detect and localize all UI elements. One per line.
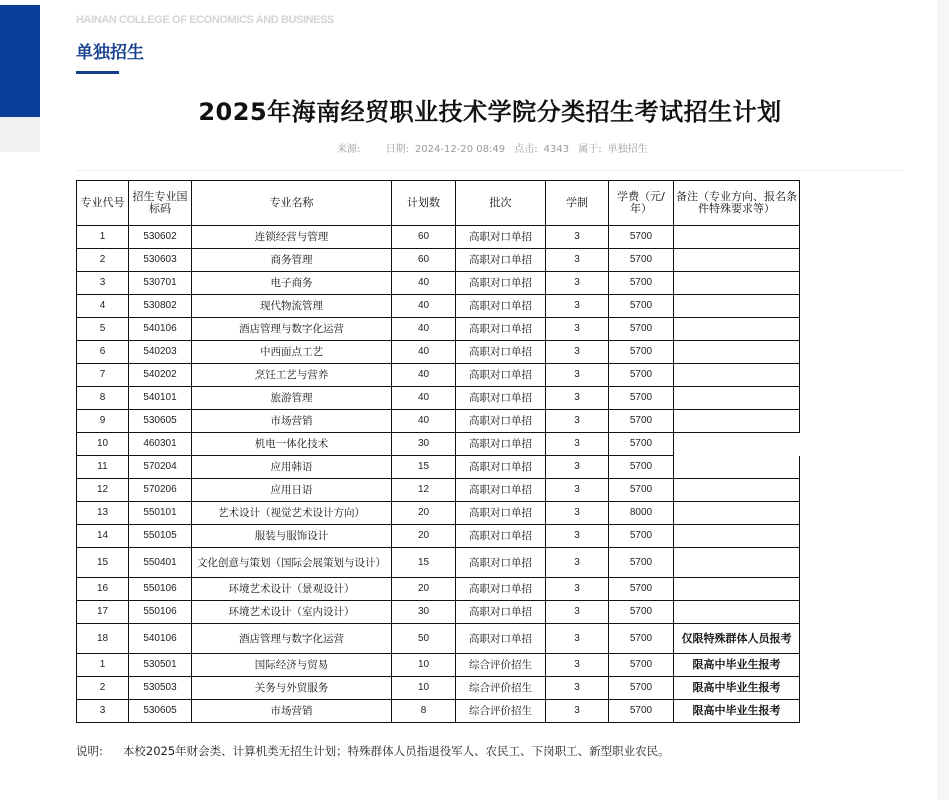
cell-national-code: 570204: [129, 456, 192, 479]
cell-code: 3: [77, 272, 129, 295]
cell-plan-count: 15: [392, 548, 456, 578]
cell-national-code: 460301: [129, 433, 192, 456]
cell-remarks: [674, 249, 800, 272]
meta-clicks-value: 4343: [543, 144, 570, 155]
table-row: [77, 249, 800, 272]
cell-major-name: 环境艺术设计（景观设计）: [192, 578, 392, 601]
cell-code: 9: [77, 410, 129, 433]
table-row: [77, 502, 800, 525]
cell-tuition: 5700: [609, 456, 674, 479]
cell-batch: 高职对口单招: [456, 341, 546, 364]
cell-batch: 高职对口单招: [456, 525, 546, 548]
cell-plan-count: 50: [392, 624, 456, 654]
meta-date-label: 日期:: [385, 144, 409, 155]
header-duration: 学制: [546, 181, 609, 226]
cell-plan-count: 20: [392, 502, 456, 525]
cell-national-code: 550106: [129, 601, 192, 624]
cell-remarks: [674, 341, 800, 364]
table-row: [77, 318, 800, 341]
cell-remarks: [674, 601, 800, 624]
cell-code: 17: [77, 601, 129, 624]
footnote-label: 说明:: [76, 744, 103, 758]
cell-major-name: 应用日语: [192, 479, 392, 502]
cell-national-code: 530501: [129, 654, 192, 677]
cell-national-code: 540203: [129, 341, 192, 364]
cell-remarks: [674, 318, 800, 341]
cell-duration: 3: [546, 578, 609, 601]
cell-national-code: 540101: [129, 387, 192, 410]
header-tuition: 学费（元/年）: [609, 181, 674, 226]
cell-tuition: 5700: [609, 700, 674, 723]
cell-code: 11: [77, 456, 129, 479]
cell-national-code: 570206: [129, 479, 192, 502]
cell-batch: 高职对口单招: [456, 272, 546, 295]
table-row: [77, 479, 800, 502]
cell-plan-count: 60: [392, 226, 456, 249]
cell-remarks: [674, 525, 800, 548]
table-row: [77, 700, 800, 723]
cell-national-code: 530503: [129, 677, 192, 700]
cell-code: 10: [77, 433, 129, 456]
header-plan-count: 计划数: [392, 181, 456, 226]
cell-tuition: 8000: [609, 502, 674, 525]
cell-national-code: 530603: [129, 249, 192, 272]
cell-batch: 高职对口单招: [456, 410, 546, 433]
cell-batch: 高职对口单招: [456, 624, 546, 654]
cell-code: 16: [77, 578, 129, 601]
cell-batch: 综合评价招生: [456, 654, 546, 677]
cell-code: 2: [77, 677, 129, 700]
cell-batch: 高职对口单招: [456, 548, 546, 578]
table-row: [77, 410, 800, 433]
cell-major-name: 环境艺术设计（室内设计）: [192, 601, 392, 624]
cell-remarks: [674, 548, 800, 578]
cell-major-name: 文化创意与策划（国际会展策划与设计）: [192, 548, 392, 578]
table-row: [77, 226, 800, 249]
cell-remarks: [674, 479, 800, 502]
cell-code: 6: [77, 341, 129, 364]
cell-batch: 高职对口单招: [456, 502, 546, 525]
cell-batch: 高职对口单招: [456, 456, 546, 479]
table-row: [77, 548, 800, 578]
cell-major-name: 烹饪工艺与营养: [192, 364, 392, 387]
cell-remarks: [674, 410, 800, 433]
cell-batch: 高职对口单招: [456, 226, 546, 249]
cell-major-name: 机电一体化技术: [192, 433, 392, 456]
article-meta: [337, 140, 654, 155]
table-row: [77, 272, 800, 295]
table-header-row: [77, 181, 800, 226]
cell-tuition: 5700: [609, 318, 674, 341]
cell-plan-count: 30: [392, 601, 456, 624]
cell-code: 4: [77, 295, 129, 318]
header-national-code: 招生专业国标码: [129, 181, 192, 226]
table-row: [77, 624, 800, 654]
cell-major-name: 现代物流管理: [192, 295, 392, 318]
cell-national-code: 550106: [129, 578, 192, 601]
cell-batch: 高职对口单招: [456, 364, 546, 387]
cell-major-name: 酒店管理与数字化运营: [192, 624, 392, 654]
table-row: [77, 387, 800, 410]
cell-major-name: 市场营销: [192, 700, 392, 723]
cell-plan-count: 8: [392, 700, 456, 723]
cell-major-name: 酒店管理与数字化运营: [192, 318, 392, 341]
cell-plan-count: 30: [392, 433, 456, 456]
cell-duration: 3: [546, 226, 609, 249]
cell-major-name: 连锁经营与管理: [192, 226, 392, 249]
cell-code: 8: [77, 387, 129, 410]
meta-date-value: 2024-12-20 08:49: [414, 144, 506, 155]
cell-major-name: 中西面点工艺: [192, 341, 392, 364]
cell-plan-count: 20: [392, 578, 456, 601]
cell-duration: 3: [546, 387, 609, 410]
cell-batch: 高职对口单招: [456, 387, 546, 410]
cell-remarks: [674, 456, 800, 479]
cell-national-code: 540202: [129, 364, 192, 387]
cell-remarks: 限高中毕业生报考: [674, 654, 800, 677]
cell-duration: 3: [546, 654, 609, 677]
cell-code: 3: [77, 700, 129, 723]
table-row: [77, 364, 800, 387]
cell-national-code: 530605: [129, 410, 192, 433]
cell-remarks: 限高中毕业生报考: [674, 677, 800, 700]
cell-tuition: 5700: [609, 341, 674, 364]
cell-batch: 高职对口单招: [456, 479, 546, 502]
cell-tuition: 5700: [609, 548, 674, 578]
cell-major-name: 关务与外贸服务: [192, 677, 392, 700]
table-row: [77, 341, 800, 364]
cell-code: 1: [77, 226, 129, 249]
cell-tuition: 5700: [609, 226, 674, 249]
header-code: 专业代号: [77, 181, 129, 226]
cell-remarks: 限高中毕业生报考: [674, 700, 800, 723]
cell-tuition: 5700: [609, 364, 674, 387]
header-batch: 批次: [456, 181, 546, 226]
cell-national-code: 530701: [129, 272, 192, 295]
cell-national-code: 540106: [129, 318, 192, 341]
cell-remarks: [674, 364, 800, 387]
cell-tuition: 5700: [609, 272, 674, 295]
cell-national-code: 530802: [129, 295, 192, 318]
cell-national-code: 550401: [129, 548, 192, 578]
cell-tuition: 5700: [609, 479, 674, 502]
cell-plan-count: 10: [392, 677, 456, 700]
cell-tuition: 5700: [609, 601, 674, 624]
cell-code: 13: [77, 502, 129, 525]
cell-duration: 3: [546, 525, 609, 548]
cell-code: 2: [77, 249, 129, 272]
table-row: [77, 525, 800, 548]
cell-duration: 3: [546, 677, 609, 700]
cell-tuition: 5700: [609, 578, 674, 601]
cell-duration: 3: [546, 364, 609, 387]
cell-plan-count: 60: [392, 249, 456, 272]
cell-remarks: [674, 226, 800, 249]
cell-duration: 3: [546, 456, 609, 479]
cell-batch: 高职对口单招: [456, 433, 546, 456]
cell-batch: 综合评价招生: [456, 700, 546, 723]
meta-source-label: 来源:: [337, 144, 361, 155]
cell-duration: 3: [546, 295, 609, 318]
article-title: 2025年海南经贸职业技术学院分类招生考试招生计划: [198, 98, 782, 126]
cell-remarks: [674, 578, 800, 601]
cell-batch: 高职对口单招: [456, 578, 546, 601]
cell-tuition: 5700: [609, 677, 674, 700]
cell-batch: 高职对口单招: [456, 318, 546, 341]
table-row: [77, 578, 800, 601]
cell-major-name: 旅游管理: [192, 387, 392, 410]
cell-remarks: [674, 502, 800, 525]
cell-plan-count: 40: [392, 318, 456, 341]
cell-national-code: 530602: [129, 226, 192, 249]
cell-tuition: 5700: [609, 624, 674, 654]
cell-duration: 3: [546, 624, 609, 654]
cell-tuition: 5700: [609, 249, 674, 272]
cell-tuition: 5700: [609, 295, 674, 318]
cell-tuition: 5700: [609, 410, 674, 433]
cell-tuition: 5700: [609, 387, 674, 410]
cell-plan-count: 12: [392, 479, 456, 502]
cell-major-name: 电子商务: [192, 272, 392, 295]
meta-category-value[interactable]: 单独招生: [607, 144, 648, 155]
table-row: [77, 456, 800, 479]
college-english-name: HAINAN COLLEGE OF ECONOMICS AND BUSINESS: [76, 14, 334, 26]
cell-duration: 3: [546, 410, 609, 433]
cell-major-name: 市场营销: [192, 410, 392, 433]
section-title-underline: [76, 71, 119, 74]
cell-national-code: 550101: [129, 502, 192, 525]
cell-tuition: 5700: [609, 654, 674, 677]
meta-category-label: 属于:: [578, 144, 602, 155]
cell-code: 1: [77, 654, 129, 677]
cell-batch: 综合评价招生: [456, 677, 546, 700]
cell-plan-count: 40: [392, 341, 456, 364]
enrollment-plan-table: [76, 180, 800, 723]
cell-national-code: 530605: [129, 700, 192, 723]
cell-national-code: 550105: [129, 525, 192, 548]
cell-duration: 3: [546, 601, 609, 624]
cell-major-name: 商务管理: [192, 249, 392, 272]
cell-major-name: 艺术设计（视觉艺术设计方向）: [192, 502, 392, 525]
cell-code: 12: [77, 479, 129, 502]
cell-duration: 3: [546, 272, 609, 295]
cell-remarks: [674, 387, 800, 410]
cell-code: 14: [77, 525, 129, 548]
cell-duration: 3: [546, 479, 609, 502]
cell-code: 18: [77, 624, 129, 654]
section-title: 单独招生: [76, 43, 144, 63]
cell-remarks: [674, 433, 800, 456]
cell-plan-count: 40: [392, 272, 456, 295]
cell-plan-count: 40: [392, 295, 456, 318]
cell-duration: 3: [546, 700, 609, 723]
cell-major-name: 国际经济与贸易: [192, 654, 392, 677]
cell-plan-count: 15: [392, 456, 456, 479]
cell-tuition: 5700: [609, 433, 674, 456]
cell-batch: 高职对口单招: [456, 249, 546, 272]
cell-batch: 高职对口单招: [456, 601, 546, 624]
meta-divider: [76, 170, 904, 171]
cell-code: 5: [77, 318, 129, 341]
cell-remarks: [674, 272, 800, 295]
table-row: [77, 433, 800, 456]
cell-plan-count: 40: [392, 410, 456, 433]
cell-duration: 3: [546, 318, 609, 341]
cell-batch: 高职对口单招: [456, 295, 546, 318]
cell-plan-count: 40: [392, 387, 456, 410]
cell-major-name: 服装与服饰设计: [192, 525, 392, 548]
cell-duration: 3: [546, 502, 609, 525]
meta-clicks-label: 点击:: [514, 144, 538, 155]
cell-plan-count: 10: [392, 654, 456, 677]
footnote: [76, 743, 670, 759]
footnote-text: 本校2025年财会类、计算机类无招生计划；特殊群体人员指退役军人、农民工、下岗职工、新型职业农民。: [122, 744, 670, 758]
cell-major-name: 应用韩语: [192, 456, 392, 479]
cell-national-code: 540106: [129, 624, 192, 654]
cell-remarks: 仅限特殊群体人员报考: [674, 624, 800, 654]
cell-duration: 3: [546, 433, 609, 456]
cell-tuition: 5700: [609, 525, 674, 548]
cell-duration: 3: [546, 548, 609, 578]
table-row: [77, 654, 800, 677]
cell-plan-count: 20: [392, 525, 456, 548]
cell-code: 7: [77, 364, 129, 387]
table-row: [77, 295, 800, 318]
table-row: [77, 677, 800, 700]
cell-plan-count: 40: [392, 364, 456, 387]
cell-code: 15: [77, 548, 129, 578]
header-major-name: 专业名称: [192, 181, 392, 226]
header-remarks: 备注（专业方向、报名条件特殊要求等）: [674, 181, 800, 226]
cell-duration: 3: [546, 341, 609, 364]
table-row: [77, 601, 800, 624]
cell-duration: 3: [546, 249, 609, 272]
cell-remarks: [674, 295, 800, 318]
